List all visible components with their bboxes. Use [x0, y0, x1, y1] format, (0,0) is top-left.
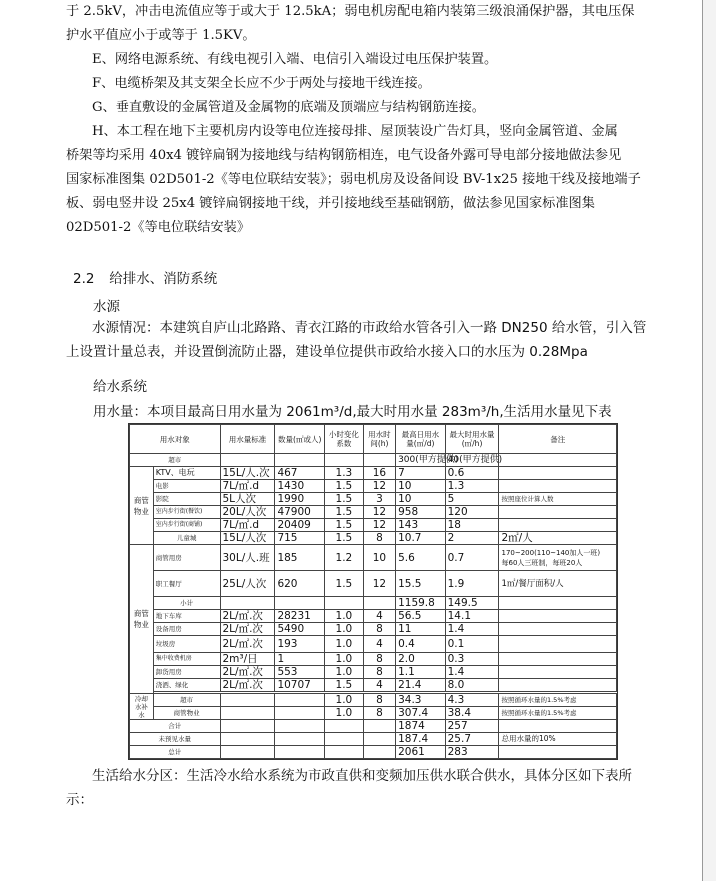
- cell: 职工餐厅: [153, 571, 220, 597]
- cell: [499, 545, 617, 571]
- header-cell: 最大时用水量(㎥/h): [445, 425, 499, 454]
- cell: 按照座位计算人数: [499, 493, 617, 506]
- cell: 1.5: [324, 480, 363, 493]
- cell: 8: [363, 532, 395, 545]
- text-line: 02D501-2《等电位联结安装》: [66, 220, 251, 235]
- cell: 300(甲方提供): [396, 454, 446, 467]
- cell: [275, 707, 325, 720]
- cell: 1.5: [324, 493, 363, 506]
- cell: 193: [275, 636, 325, 653]
- cell: 553: [275, 666, 325, 679]
- table-row: [130, 707, 617, 720]
- cell: 1.0: [324, 653, 363, 666]
- note-text: 每60人三班制，每班20人: [501, 558, 583, 567]
- water-usage-table: [128, 423, 618, 760]
- cell: 15L/人.次: [220, 467, 275, 480]
- cell: [275, 746, 325, 759]
- cell: [275, 454, 325, 467]
- cell: 商管用房: [153, 545, 220, 571]
- cell: 未预见水量: [130, 733, 221, 746]
- cell: 1.5: [324, 519, 363, 532]
- section-heading: [73, 267, 217, 287]
- table-row: [130, 733, 617, 746]
- cell: 8: [363, 694, 395, 707]
- cell: 28231: [275, 610, 325, 623]
- header-cell: 用水时间(h): [363, 425, 395, 454]
- cell: 电影: [153, 480, 220, 493]
- cell: 187.4: [396, 733, 446, 746]
- cell: 7L/㎡.d: [220, 519, 275, 532]
- cell: 15.5: [396, 571, 446, 597]
- cell: 467: [275, 467, 325, 480]
- cell: 8: [363, 707, 395, 720]
- cell: [275, 694, 325, 707]
- cell: [220, 707, 275, 720]
- cell: 2L/㎡.次: [220, 636, 275, 653]
- cell: 总计: [130, 746, 221, 759]
- cell: 3: [363, 493, 395, 506]
- table-row: [130, 519, 617, 532]
- text-line: E、网络电源系统、有线电视引入端、电信引入端设过电压保护装置。: [92, 52, 498, 67]
- text-line: 国家标准图集 02D501-2《等电位联结安装》；弱电机房及设备间设 BV-1x25 接地干线及接地端子: [66, 172, 641, 187]
- cell: 958: [396, 506, 446, 519]
- cell: 149.5: [445, 597, 499, 610]
- cell: 0.1: [445, 636, 499, 653]
- header-cell: 小时变化系数: [324, 425, 363, 454]
- cell: 21.4: [396, 679, 446, 692]
- cell: 1.0: [324, 694, 363, 707]
- cell: [499, 720, 617, 733]
- group-label: 商管物业: [130, 545, 154, 694]
- table-row: [130, 597, 617, 610]
- cell: 2L/㎡.次: [220, 610, 275, 623]
- cell: 1.3: [445, 480, 499, 493]
- cell: 4.3: [445, 694, 499, 707]
- cell: 2.0: [396, 653, 446, 666]
- cell: 1.0: [324, 623, 363, 636]
- cell: [220, 694, 275, 707]
- cell: 4: [363, 636, 395, 653]
- cell: [220, 720, 275, 733]
- cell: 集中收费机房: [153, 653, 220, 666]
- text-line: 护水平值应小于或等于 1.5KV。: [66, 28, 256, 43]
- cell: 16: [363, 467, 395, 480]
- text-line: F、电缆桥架及其支架全长应不少于两处与接地干线连接。: [92, 76, 431, 91]
- cell: [499, 623, 617, 636]
- section-title: 给排水、消防系统: [109, 271, 218, 287]
- cell: 1: [275, 653, 325, 666]
- cell: 1990: [275, 493, 325, 506]
- cell: [499, 597, 617, 610]
- cell: 1.5: [324, 571, 363, 597]
- table-row: [130, 746, 617, 759]
- cell: [324, 733, 363, 746]
- cell: 室内步行街(餐饮): [153, 506, 220, 519]
- text-line: 板、弱电竖井设 25x4 镀锌扁钢接地干线，并引接地线至基础钢筋，做法参见国家标准图集: [66, 196, 595, 211]
- paragraph-zoning: [66, 764, 670, 812]
- text-line: 水源情况：本建筑自庐山北路路、青衣江路的市政给水管各引入一路 DN250 给水管，引入管: [92, 320, 647, 336]
- table-row: [130, 636, 617, 653]
- cell: 设备用房: [153, 623, 220, 636]
- cell: 1159.8: [396, 597, 446, 610]
- cell: [499, 480, 617, 493]
- text-line: H、本工程在地下主要机房内设等电位连接母排、屋顶装设广告灯具，竖向金属管道、金属: [92, 124, 618, 139]
- cell: [499, 746, 617, 759]
- table-row: [130, 545, 617, 571]
- table-row: [130, 506, 617, 519]
- cell: [363, 454, 395, 467]
- cell: 1430: [275, 480, 325, 493]
- cell: 合计: [130, 720, 221, 733]
- paragraph-h: [66, 120, 670, 240]
- cell: 总用水量的10%: [499, 733, 617, 746]
- cell: 1.3: [324, 467, 363, 480]
- cell: 1.5: [324, 506, 363, 519]
- subheading-water-source: 水源: [93, 299, 120, 315]
- cell: 12: [363, 480, 395, 493]
- cell: [275, 720, 325, 733]
- cell: 20409: [275, 519, 325, 532]
- cell: 1㎡/餐厅面积/人: [499, 571, 617, 597]
- table-row: [130, 493, 617, 506]
- header-cell: 备注: [499, 425, 617, 454]
- cell: [324, 597, 363, 610]
- cell: 室内步行街(商铺): [153, 519, 220, 532]
- text-line: 上设置计量总表，并设置倒流防止器，建设单位提供市政给水接入口的水压为 0.28Mpa: [66, 344, 588, 360]
- cell: 2m³/日: [220, 653, 275, 666]
- cell: 40(甲方提供): [445, 454, 499, 467]
- cell: [220, 733, 275, 746]
- section-number: 2.2: [73, 271, 95, 287]
- table-row: [130, 454, 617, 467]
- cell: 4: [363, 679, 395, 692]
- cell: 12: [363, 506, 395, 519]
- table-row: [130, 694, 617, 707]
- cell: 10: [396, 493, 446, 506]
- cell: 8.0: [445, 679, 499, 692]
- cell: 12: [363, 571, 395, 597]
- cell: 1.1: [396, 666, 446, 679]
- cell: [499, 679, 617, 692]
- text-line: 生活给水分区：生活冷水给水系统为市政直供和变频加压供水联合供水，具体分区如下表所: [92, 768, 632, 784]
- cell: 1.9: [445, 571, 499, 597]
- cell: 5.6: [396, 545, 446, 571]
- cell: KTV、电玩: [153, 467, 220, 480]
- cell: 垃圾房: [153, 636, 220, 653]
- text-line: 示：: [66, 792, 93, 808]
- cell: 5: [445, 493, 499, 506]
- cell: 2: [445, 532, 499, 545]
- cell: 地下车库: [153, 610, 220, 623]
- header-cell: 用水对象: [130, 425, 221, 454]
- cell: [363, 720, 395, 733]
- cell: 5490: [275, 623, 325, 636]
- cell: 10.7: [396, 532, 446, 545]
- cell: 小计: [153, 597, 220, 610]
- table-row: [130, 467, 617, 480]
- cell: 2㎡/人: [499, 532, 617, 545]
- table-row: [130, 480, 617, 493]
- cell: 8: [363, 623, 395, 636]
- subheading-supply-system: 给水系统: [93, 379, 147, 395]
- cell: 0.7: [445, 545, 499, 571]
- cell: 20L/人次: [220, 506, 275, 519]
- group-label: 冷却水补水: [130, 694, 154, 720]
- usage-summary: 用水量：本项目最高日用水量为 2061m³/d,最大时用水量 283m³/h,生活用水量见下表: [93, 404, 612, 420]
- group-label: 商管物业: [130, 467, 154, 545]
- cell: 12: [363, 519, 395, 532]
- cell: [324, 720, 363, 733]
- cell: 1.5: [324, 532, 363, 545]
- cell: 1874: [396, 720, 446, 733]
- header-cell: 最高日用水量(㎥/d): [396, 425, 446, 454]
- cell: 1.5: [324, 679, 363, 692]
- cell: 2L/㎡.次: [220, 666, 275, 679]
- table-row: [130, 679, 617, 692]
- cell: 257: [445, 720, 499, 733]
- cell: 7L/㎡.d: [220, 480, 275, 493]
- cell: [499, 454, 617, 467]
- cell: 1.0: [324, 636, 363, 653]
- table-row: [130, 571, 617, 597]
- cell: 儿童城: [153, 532, 220, 545]
- cell: 620: [275, 571, 325, 597]
- cell: 25.7: [445, 733, 499, 746]
- paragraph-f: [66, 72, 670, 96]
- cell: [324, 454, 363, 467]
- cell: 按照循环水量的1.5%考虑: [499, 694, 617, 707]
- cell: [220, 746, 275, 759]
- cell: [275, 597, 325, 610]
- cell: 4: [363, 610, 395, 623]
- cell: 1.4: [445, 666, 499, 679]
- cell: 185: [275, 545, 325, 571]
- cell: 34.3: [396, 694, 446, 707]
- cell: 7: [396, 467, 446, 480]
- cell: [220, 597, 275, 610]
- cell: 商管物业: [153, 707, 220, 720]
- cell: [363, 746, 395, 759]
- cell: 2L/㎡.次: [220, 623, 275, 636]
- cell: 超市: [153, 694, 220, 707]
- cell: 0.4: [396, 636, 446, 653]
- cell: 283: [445, 746, 499, 759]
- table-row: [130, 720, 617, 733]
- cell: [499, 666, 617, 679]
- cell: 14.1: [445, 610, 499, 623]
- cell: 0.6: [445, 467, 499, 480]
- table-row: [130, 610, 617, 623]
- cell: 1.2: [324, 545, 363, 571]
- scroll-gutter[interactable]: [703, 0, 716, 881]
- table-row: [130, 666, 617, 679]
- cell: 浇洒、绿化: [153, 679, 220, 692]
- cell: 38.4: [445, 707, 499, 720]
- cell: [499, 519, 617, 532]
- cell: [275, 733, 325, 746]
- cell: 10: [396, 480, 446, 493]
- cell: 2L/㎡.次: [220, 679, 275, 692]
- cell: 11: [396, 623, 446, 636]
- cell: 10: [363, 545, 395, 571]
- note-text: 170~200(110~140加人一班): [501, 548, 601, 557]
- cell: 715: [275, 532, 325, 545]
- paragraph-water-source: [66, 316, 670, 364]
- cell: 按照循环水量的1.5%考虑: [499, 707, 617, 720]
- cell: 120: [445, 506, 499, 519]
- cell: 143: [396, 519, 446, 532]
- cell: [324, 746, 363, 759]
- cell: [363, 733, 395, 746]
- cell: 1.4: [445, 623, 499, 636]
- cell: 18: [445, 519, 499, 532]
- cell: [499, 636, 617, 653]
- cell: [220, 454, 275, 467]
- table-row: [130, 653, 617, 666]
- header-cell: 用水量标准: [220, 425, 275, 454]
- cell: 47900: [275, 506, 325, 519]
- cell: [499, 653, 617, 666]
- cell: 10707: [275, 679, 325, 692]
- cell: 超市: [130, 454, 221, 467]
- cell: 15L/人次: [220, 532, 275, 545]
- paragraph-e: [66, 48, 670, 72]
- cell: 8: [363, 653, 395, 666]
- cell: [499, 506, 617, 519]
- cell: 25L/人次: [220, 571, 275, 597]
- cell: 0.3: [445, 653, 499, 666]
- cell: [499, 610, 617, 623]
- cell: 影院: [153, 493, 220, 506]
- cell: 1.0: [324, 666, 363, 679]
- header-cell: 数量(㎡或人): [275, 425, 325, 454]
- table-header-row: [130, 425, 617, 454]
- cell: [363, 597, 395, 610]
- cell: 56.5: [396, 610, 446, 623]
- cell: [499, 467, 617, 480]
- cell: 5L人次: [220, 493, 275, 506]
- table-row: [130, 532, 617, 545]
- cell: 8: [363, 666, 395, 679]
- paragraph-surge-protection: [66, 0, 670, 48]
- text-line: 于 2.5kV，冲击电流值应等于或大于 12.5kA；弱电机房配电箱内装第三级浪涌保护器，其电压保: [66, 4, 635, 19]
- cell: 1.0: [324, 610, 363, 623]
- table-row: [130, 623, 617, 636]
- cell: 卸货用房: [153, 666, 220, 679]
- text-line: 桥架等均采用 40x4 镀锌扁钢为接地线与结构钢筋相连，电气设备外露可导电部分接地做法参见: [66, 148, 622, 163]
- text-line: G、垂直敷设的金属管道及金属物的底端及顶端应与结构钢筋连接。: [92, 100, 485, 115]
- cell: 307.4: [396, 707, 446, 720]
- paragraph-g: [66, 96, 670, 120]
- cell: 30L/人.班: [220, 545, 275, 571]
- cell: 1.0: [324, 707, 363, 720]
- cell: 2061: [396, 746, 446, 759]
